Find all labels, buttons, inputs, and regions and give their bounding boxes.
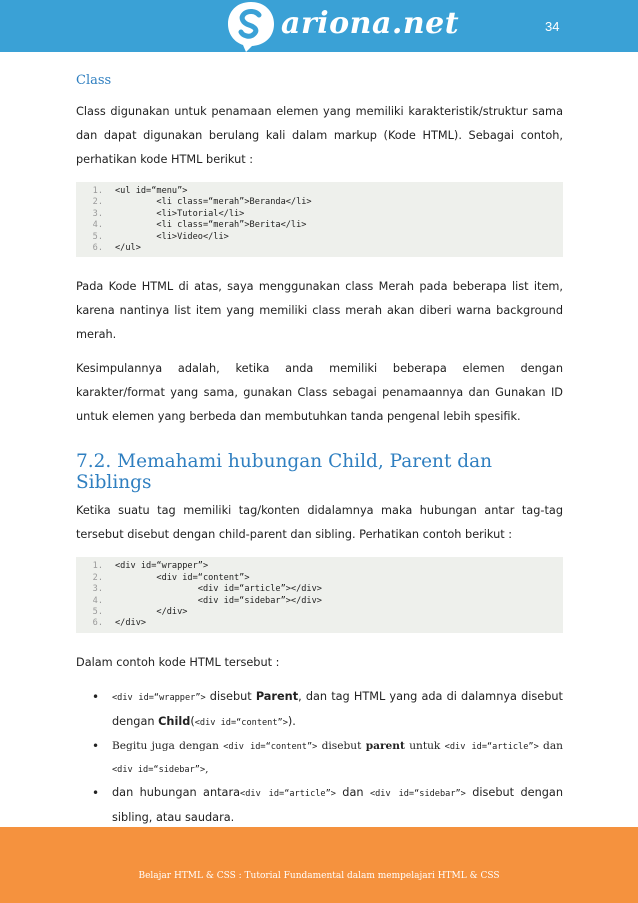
page-footer: [0, 827, 638, 903]
paragraph: Pada Kode HTML di atas, saya menggunakan class Merah pada beberapa list item, karena nantinya list item yang memiliki class merah akan diberi warna background merah.: [76, 280, 563, 342]
bullet-list: [76, 685, 563, 830]
code-line: 2. <li class=“merah”>Beranda</li>: [92, 197, 312, 208]
logo-icon: [226, 0, 276, 52]
footer-text: Belajar HTML & CSS : Tutorial Fundamental dalam mempelajari HTML & CSS: [138, 871, 500, 881]
section-heading-class: Class: [76, 73, 112, 88]
code-line: 5. <li>Video</li>: [92, 231, 229, 242]
code-line: 5. </div>: [92, 607, 188, 618]
code-line: 4. <div id=“sidebar”></div>: [92, 595, 322, 606]
code-line: 4. <li class=“merah”>Berita</li>: [92, 220, 307, 231]
paragraph: Class digunakan untuk penamaan elemen yang memiliki karakteristik/struktur sama dan dapat digunakan berulang kali dalam markup (Kode HTML). Sebagai contoh, perhatikan kode HTML berikut :: [76, 105, 563, 166]
code-line: 3. <div id=“article”></div>: [92, 584, 322, 595]
code-line: 1. <div id=“wrapper”>: [92, 561, 209, 572]
list-item: • Begitu juga dengan <div id=“content”> disebut parent untuk <div id=“article”> dan <div id=“sidebar”>,: [76, 735, 563, 781]
page-content: [76, 73, 563, 830]
code-line: 6. </div>: [92, 618, 147, 629]
list-item: • <div id=“wrapper”> disebut Parent, dan tag HTML yang ada di dalamnya disebut dengan Child(<div id=“content”>).: [76, 685, 563, 735]
code-line: 6. </ul>: [92, 243, 141, 254]
code-line: 2. <div id=“content”>: [92, 572, 250, 583]
paragraph: Ketika suatu tag memiliki tag/konten didalamnya maka hubungan antar tag-tag tersebut disebut dengan child-parent dan sibling. Perhatikan contoh berikut :: [76, 504, 563, 542]
page-number: 34: [545, 19, 560, 34]
code-block-2: [76, 557, 563, 632]
logo-text: ariona.net: [281, 6, 460, 41]
paragraph: Kesimpulannya adalah, ketika anda memiliki beberapa elemen dengan karakter/format yang sama, gunakan Class sebagai penamaannya dan Gunakan ID untuk elemen yang berbeda dan membutuhkan tanda pengenal lebih spesifik.: [76, 362, 563, 424]
code-block-1: [76, 182, 563, 257]
paragraph: Dalam contoh kode HTML tersebut :: [76, 655, 280, 669]
page-header: [0, 0, 638, 52]
code-line: 3. <li>Tutorial</li>: [92, 208, 245, 219]
section-heading-7-2: 7.2. Memahami hubungan Child, Parent dan Siblings: [76, 451, 493, 494]
code-line: 1. <ul id=“menu”>: [92, 186, 188, 196]
list-item: • dan hubungan antara<div id=“article”> dan <div id=“sidebar”> disebut dengan sibling, atau saudara.: [76, 781, 563, 830]
